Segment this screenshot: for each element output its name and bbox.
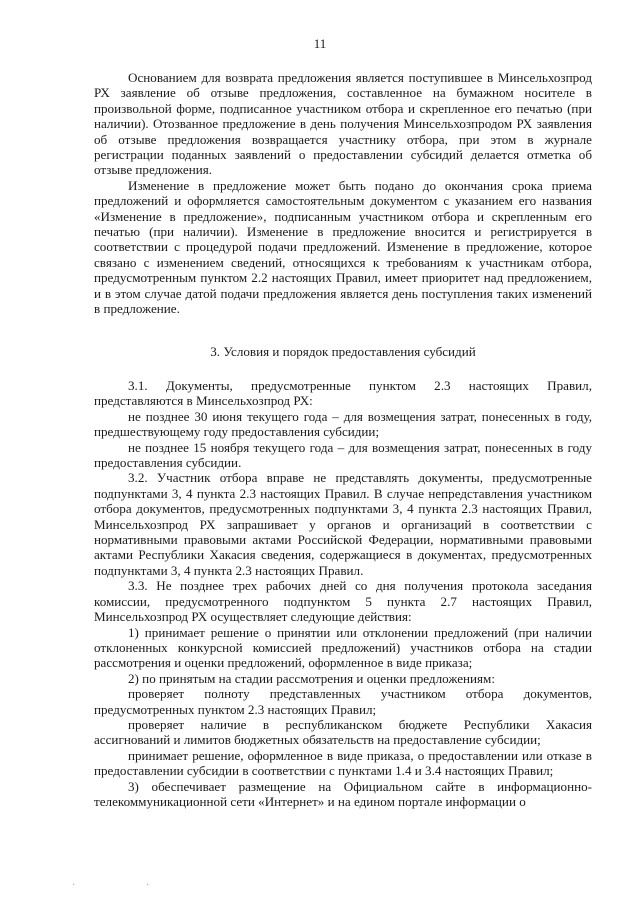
text-block-top (94, 70, 592, 317)
page-number: 11 (313, 36, 327, 51)
paragraph-item-3: 3) обеспечивает размещение на Официальном сайте в информационно-телекоммуникационной сети «Интернет» и на едином портале информации о (94, 778, 592, 809)
scan-artifact: · (146, 880, 150, 891)
text-block-bottom (94, 378, 592, 809)
paragraph-return-basis: Основанием для возврата предложения является поступившее в Минсельхозпрод РХ заявление об отзыве предложения, составленное на бумажном носителе в произвольной форме, подписанное участником отбора и скрепленное его печатью (при наличии). Отозванное предложение в день получения Минсельхозпродом РХ заявления об отзыве предложения возвращается участнику отбора, при этом в журнале регистрации поданных заявлений о предоставлении субсидий делается отметка об отзыве предложения. (94, 70, 592, 178)
paragraph-3-1: 3.1. Документы, предусмотренные пунктом 2.3 настоящих Правил, представляются в Минсельхозпрод РХ: (94, 378, 592, 409)
paragraph-check-budget: проверяет наличие в республиканском бюджете Республики Хакасия ассигнований и лимитов бюджетных обязательств на предоставление субсидии; (94, 716, 592, 748)
paragraph-check-completeness: проверяет полноту представленных участником отбора документов, предусмотренных пунктом 2.3 настоящих Правил; (94, 686, 592, 717)
paragraph-decision: принимает решение, оформленное в виде приказа, о предоставлении или отказе в предоставлении субсидии в соответствии с пунктами 1.4 и 3.4 настоящих Правил; (94, 747, 592, 779)
section-heading: 3. Условия и порядок предоставления субсидий (210, 344, 476, 359)
paragraph-item-2: 2) по принятым на стадии рассмотрения и оценки предложениям: (128, 670, 495, 686)
paragraph-3-3: 3.3. Не позднее трех рабочих дней со дня получения протокола заседания комиссии, предусмотренного подпунктом 5 пункта 2.7 настоящих Правил, Минсельхозпрод РХ осуществляет следующие действия: (94, 578, 592, 625)
paragraph-deadline-november: не позднее 15 ноября текущего года – для возмещения затрат, понесенных в году предоставления субсидии. (94, 439, 592, 471)
scan-artifact: · (72, 880, 76, 891)
paragraph-3-2: 3.2. Участник отбора вправе не представлять документы, предусмотренные подпунктами 3, 4 пункта 2.3 настоящих Правил. В случае непредставления участником отбора документов, предусмотренных подпунктами 3, 4 пункта 2.3 настоящих Правил, Минсельхозпрод РХ запрашивает у органов и организаций в соответствии с нормативными правовыми актами Российской Федерации, нормативными правовыми актами Республики Хакасия сведения, содержащиеся в документах, предусмотренных подпунктами 3, 4 пункта 2.3 настоящих Правил. (94, 470, 592, 578)
paragraph-deadline-june: не позднее 30 июня текущего года – для возмещения затрат, понесенных в году, предшествующему году предоставления субсидии; (94, 408, 592, 440)
paragraph-proposal-change: Изменение в предложение может быть подано до окончания срока приема предложений и оформляется самостоятельным документом с указанием его названия «Изменение в предложение», подписанным участником отбора и скрепленным его печатью (при наличии). Изменение в предложение вносится и регистрируется в соответствии с процедурой подачи предложений. Изменение в предложение, которое связано с изменением сведений, относящихся к требованиям к участникам отбора, предусмотренным пунктом 2.2 настоящих Правил, имеет приоритет над предложением, и в этом случае датой подачи предложения является день поступления таких изменений в предложение. (94, 177, 592, 317)
paragraph-item-1: 1) принимает решение о принятии или отклонении предложений (при наличии отклоненных конкурсной комиссией предложений) участников отбора на стадии рассмотрения и оценки предложений, оформленное в виде приказа; (94, 624, 592, 671)
